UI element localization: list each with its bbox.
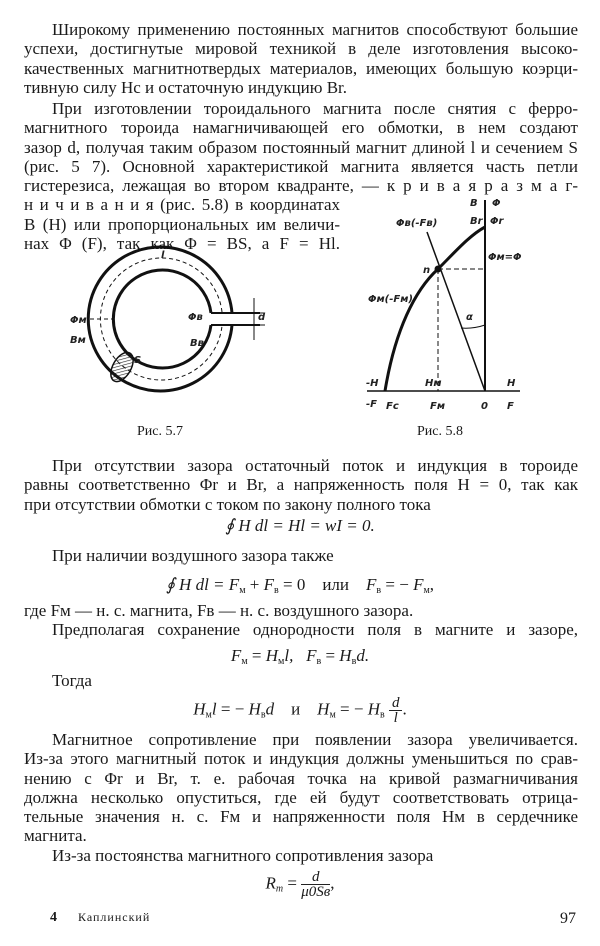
numerator: d — [389, 696, 403, 711]
eq-part: + — [245, 575, 264, 594]
page-number: 97 — [560, 910, 576, 927]
eq-part: в — [351, 656, 357, 667]
eq-part: F — [230, 646, 242, 665]
label-phim-eq: Φм=Φ — [488, 252, 522, 263]
eq-part: или — [322, 575, 350, 594]
eq-part: F — [263, 575, 274, 594]
eq-part: F — [413, 575, 424, 594]
label-hm: Hм — [425, 378, 442, 389]
label-neg-h: -H — [366, 378, 379, 389]
label-b-m: Bм — [70, 335, 86, 346]
eq-part: = − — [381, 575, 414, 594]
eq-part: H — [367, 699, 380, 719]
eq-part: ∮ H dl = — [165, 575, 229, 594]
eq-part: м — [423, 585, 430, 596]
equation-gap-mmf: ∮ H dl = $F_м + F_в = 0$ или $F_в$ = − $F_м$, — [165, 575, 435, 596]
eq-part: м — [278, 656, 285, 667]
text-line: качественных магнитнотвердых материалов, имеющих большую коэрци- — [24, 58, 578, 78]
equation-mmf-definitions — [0, 646, 600, 667]
text-line: равны соответственно Φr и Br, а напряженность поля H = 0, так как — [24, 475, 578, 495]
eq-part: в — [380, 709, 385, 721]
eq-part: F — [228, 575, 240, 594]
text-line: При отсутствии зазора остаточный поток и индукция в тороиде — [52, 456, 578, 475]
eq-part: = — [247, 646, 266, 665]
label-n: n — [423, 265, 431, 276]
signature-number: 4 — [50, 910, 57, 925]
text-line: Из-за постоянства магнитного сопротивления зазора — [52, 845, 434, 865]
eq-part: в — [274, 585, 279, 596]
eq-part: F — [306, 646, 317, 665]
text-line: тельные значения н. с. Fм и напряженности поля Hм в сердечнике — [24, 807, 578, 827]
text-line: н и ч и в а н и я (рис. 5.8) в координатах — [24, 195, 340, 215]
eq-part: H — [265, 646, 279, 665]
paragraph-reluctance — [24, 730, 578, 865]
label-fc: Fc — [386, 401, 399, 412]
equation-circulation — [0, 516, 600, 536]
label-br: Br — [470, 216, 483, 227]
eq-part: м — [329, 709, 336, 721]
eq-part: = — [283, 873, 302, 893]
label-neg-f: -F — [366, 399, 377, 410]
eq-part: м — [205, 709, 212, 721]
eq-part: d — [265, 699, 275, 719]
label-phiv: Φв(-Fв) — [396, 218, 438, 229]
label-d: d — [258, 312, 266, 323]
eq-part: d. — [356, 646, 370, 665]
eq-part: l, — [284, 646, 294, 665]
label-fm: Fм — [430, 401, 446, 412]
text-line: B (H) или пропорциональных им величи- — [24, 214, 340, 234]
eq-part: R — [265, 873, 276, 893]
equation-gap-reluctance — [0, 870, 600, 899]
text-line: при отсутствии обмотки с током по закону полного тока — [24, 494, 431, 514]
text-line: магнитного тороида намагничивающей его обмотки, в нем создают — [24, 118, 578, 138]
eq-part: = — [321, 646, 340, 665]
denominator: l — [393, 710, 398, 726]
paragraph-intro — [24, 20, 578, 97]
label-phi-axis: Φ — [492, 198, 501, 209]
text-line: Предполагая сохранение однородности поля в магните и зазоре, — [52, 620, 578, 640]
text-line: нению с Φr и Br, т. е. рабочая точка на кривой размагничивания — [24, 768, 578, 788]
label-f-axis: F — [507, 401, 514, 412]
figure-5-8-demagnetization-curve — [340, 180, 530, 420]
numerator: d — [301, 870, 330, 885]
eq-part: = − — [216, 699, 249, 719]
equation-text: ∮ H dl = Hl = wI = 0. — [225, 516, 375, 535]
label-alpha: α — [466, 312, 473, 323]
eq-part: H — [193, 699, 206, 719]
eq-part: в — [260, 709, 266, 721]
label-l: l — [161, 250, 165, 261]
text-line: тивную силу Hc и остаточную индукцию Br. — [24, 77, 348, 97]
paragraph-then — [24, 671, 578, 690]
eq-part: м — [239, 585, 246, 596]
figure-5-7-toroid — [30, 240, 290, 420]
eq-part: и — [291, 699, 301, 719]
paragraph-no-gap — [24, 456, 578, 514]
text-line: где Fм — н. с. магнита, Fв — н. с. воздушного зазора. — [24, 601, 414, 620]
eq-part: в — [316, 656, 322, 667]
eq-part: H — [339, 646, 352, 665]
eq-part: F — [366, 575, 377, 594]
text-line: успехи, достигнутые мировой техникой в деле изготовления высоко- — [24, 39, 578, 59]
eq-part: в — [376, 585, 382, 596]
eq-part: = − — [335, 699, 368, 719]
label-zero: 0 — [481, 401, 488, 412]
label-s: S — [134, 355, 142, 366]
figure-5-8-caption: Рис. 5.8 — [417, 424, 463, 439]
eq-part: m — [275, 883, 284, 895]
text-line: зазор d, получая таким образом постоянный магнит длиной l и сечением S — [24, 137, 578, 157]
label-h-axis: H — [507, 378, 516, 389]
label-phir: Φr — [490, 216, 504, 227]
text-line: должна несколько опуститься, где ей будут соответствовать отрица- — [24, 787, 578, 807]
label-phi-v: Φв — [188, 312, 203, 323]
text-line: гистерезиса, лежащая во втором квадранте, — к р и в а я р а з м а г- — [24, 176, 578, 196]
eq-part: . — [402, 699, 407, 719]
text-line: При изготовлении тороидального магнита после снятия с ферро- — [52, 99, 578, 118]
eq-part: = 0 — [278, 575, 306, 594]
eq-part: м — [241, 656, 248, 667]
text-line: Широкому применению постоянных магнитов способствуют большие — [52, 20, 578, 39]
label-phim: Φм(-Fм) — [368, 294, 413, 305]
fraction — [301, 870, 330, 899]
text-line: При наличии воздушного зазора также — [52, 546, 334, 565]
text-line: Тогда — [52, 671, 92, 690]
paragraph-where — [24, 601, 578, 640]
fraction — [389, 696, 403, 725]
text-line: Из-за этого магнитный поток и индукция должны уменьшиться по срав- — [24, 749, 578, 769]
label-phi-m: Φм — [70, 315, 87, 326]
denominator: μ0Sв — [301, 884, 331, 900]
author-name: Каплинский — [78, 910, 151, 924]
eq-part: l — [211, 699, 217, 719]
eq-part: H — [248, 699, 261, 719]
label-b-axis: B — [470, 198, 478, 209]
eq-part: , — [330, 873, 335, 893]
text-line: (рис. 5 7). Основной характеристикой магнита является часть петли — [24, 156, 578, 176]
equation-field-relation — [0, 696, 600, 725]
figure-5-7-caption: Рис. 5.7 — [137, 424, 183, 439]
text-line: Магнитное сопротивление при появлении зазора увеличивается. — [52, 730, 578, 749]
text-line: нах Φ (F), так как Φ = BS, а F = Hl. — [24, 234, 340, 254]
text-line: магнита. — [24, 826, 87, 846]
paragraph-air-gap — [24, 546, 578, 565]
eq-part: H — [317, 699, 330, 719]
label-b-v: Bв — [190, 338, 204, 349]
